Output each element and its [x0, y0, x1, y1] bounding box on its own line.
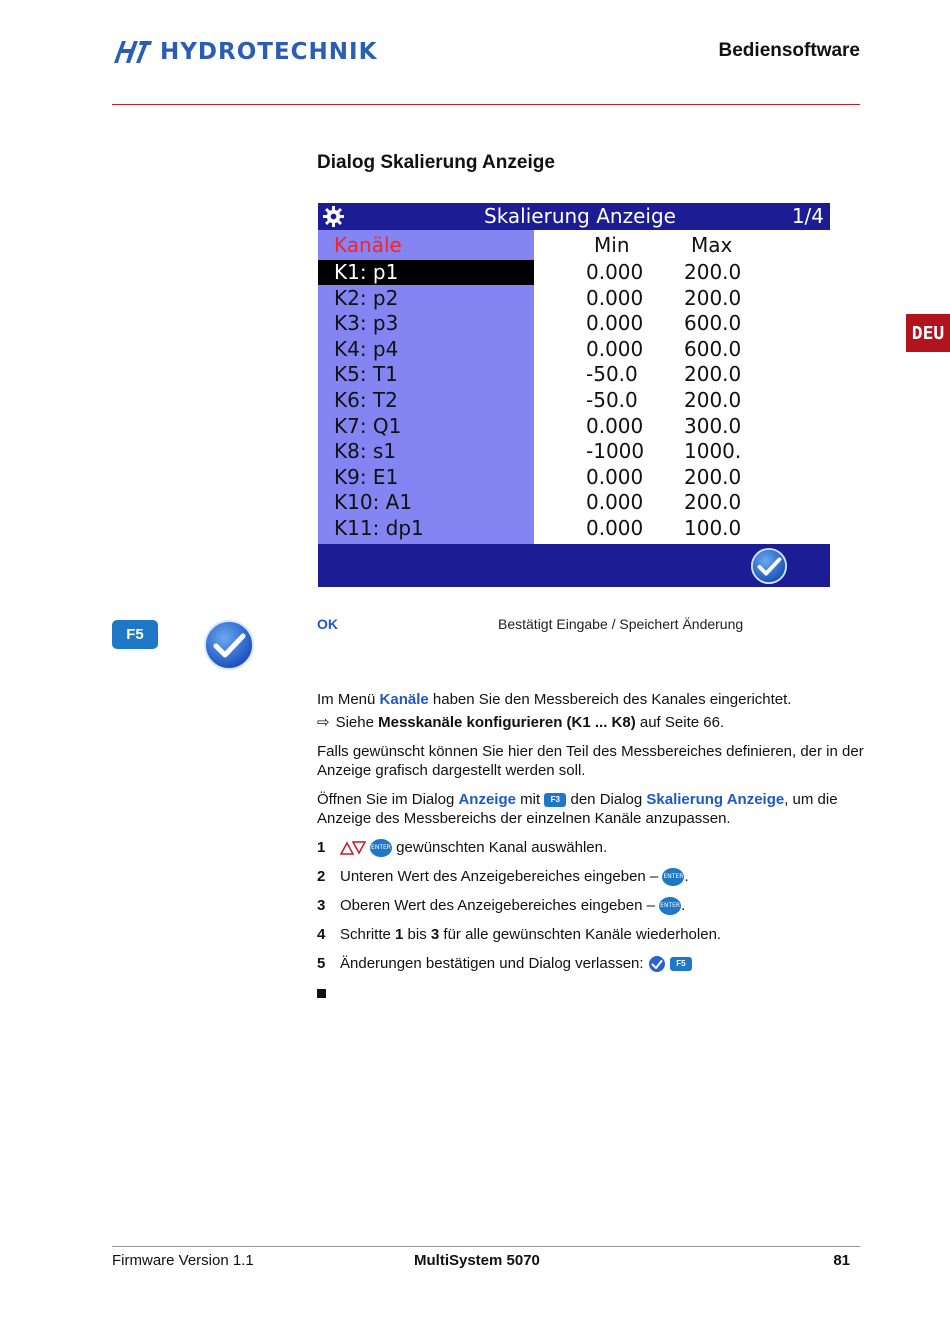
channel-row[interactable] [318, 388, 830, 413]
device-screen [318, 203, 830, 587]
paragraph-crossref: ⇨ Siehe Messkanäle konfigurieren (K1 ... K8) auf Seite 66. [317, 714, 725, 731]
arrow-right-icon: ⇨ [317, 714, 330, 731]
link-kanaele[interactable]: Kanäle [379, 691, 429, 708]
channel-min: 0.000 [586, 311, 644, 336]
channel-min: 0.000 [586, 260, 644, 284]
channel-max: 1000. [684, 439, 742, 464]
language-tab: DEU [906, 314, 950, 352]
channel-name: K6: T2 [334, 388, 398, 412]
channel-name: K8: s1 [334, 439, 397, 464]
enter-key-icon: ENTER [659, 897, 681, 915]
up-down-arrows-icon [340, 841, 366, 855]
channel-min: -1000 [586, 439, 645, 464]
channel-row[interactable] [318, 516, 830, 541]
f5-key-icon: F5 [112, 620, 158, 649]
channel-row[interactable] [318, 465, 830, 490]
channel-name: K3: p3 [334, 311, 399, 336]
channel-row[interactable] [318, 311, 830, 336]
channel-max: 600.0 [684, 311, 742, 336]
crossref-link[interactable]: Messkanäle konfigurieren (K1 ... K8) [378, 714, 636, 731]
channel-max: 200.0 [684, 490, 742, 515]
channel-min: 0.000 [586, 516, 644, 540]
f3-key-icon: F3 [544, 793, 566, 807]
channel-name: K9: E1 [334, 464, 399, 489]
ok-check-icon[interactable] [750, 547, 788, 585]
hydrotechnik-logo-icon [112, 39, 152, 65]
channel-min: -50.0 [586, 388, 638, 412]
step-4: 4 Schritte 1 bis 3 für alle gewünschten Kanäle wiederholen. [317, 926, 722, 943]
screen-page-indicator: 1/4 [791, 204, 824, 228]
step-3: 3 Oberen Wert des Anzeigebereiches eingeben – ENTER. [317, 897, 686, 914]
channel-min: -50.0 [586, 362, 638, 387]
channel-max: 200.0 [684, 362, 742, 387]
ok-description: Bestätigt Eingabe / Speichert Änderung [498, 616, 744, 632]
channel-row[interactable] [318, 337, 830, 362]
channel-name: K10: A1 [334, 490, 413, 515]
channel-row[interactable] [318, 260, 830, 285]
instructions [317, 690, 865, 1003]
gear-icon [321, 205, 346, 228]
channel-name: K5: T1 [334, 362, 398, 387]
screen-title-bar [318, 203, 830, 230]
channel-row[interactable] [318, 490, 830, 515]
brand-logo [112, 38, 377, 66]
screen-softkey-bar [318, 544, 830, 587]
link-anzeige[interactable]: Anzeige [458, 791, 516, 808]
channel-max: 100.0 [684, 516, 742, 540]
paragraph-open-dialog: Öffnen Sie im Dialog Anzeige mit F3 den Dialog Skalierung Anzeige, um die Anzeige des Messbereichs der einzelnen Kanäle anzupassen. [317, 791, 838, 827]
ok-check-icon-small [648, 955, 666, 973]
brand-name: HYDROTECHNIK [160, 39, 378, 65]
channel-min: 0.000 [586, 413, 644, 438]
ok-label: OK [317, 616, 338, 632]
link-skalierung-anzeige[interactable]: Skalierung Anzeige [646, 791, 785, 808]
header-divider [112, 104, 860, 105]
channel-row[interactable] [318, 414, 830, 439]
footer-product: MultiSystem 5070 [414, 1252, 540, 1269]
paragraph-description: Falls gewünscht können Sie hier den Teil des Messbereiches definieren, der in der Anzeige grafisch dargestellt werden soll. [317, 743, 864, 779]
channel-min: 0.000 [586, 490, 644, 515]
channel-max: 200.0 [684, 388, 742, 412]
footer-divider [112, 1246, 860, 1247]
enter-key-icon: ENTER [370, 839, 392, 857]
end-of-section-mark [317, 983, 865, 1003]
channel-max: 600.0 [684, 336, 742, 361]
enter-key-icon: ENTER [662, 868, 684, 886]
step-2: 2 Unteren Wert des Anzeigebereiches eingeben – ENTER. [317, 868, 689, 885]
paragraph-intro: Im Menü Kanäle haben Sie den Messbereich des Kanales eingerichtet. [317, 691, 792, 708]
step-5: 5 Änderungen bestätigen und Dialog verlassen: F5 [317, 954, 865, 983]
channel-name: K7: Q1 [334, 413, 402, 438]
footer-firmware: Firmware Version 1.1 [112, 1252, 254, 1269]
section-header: Bediensoftware [718, 40, 860, 61]
channels-header: Kanäle [334, 233, 402, 257]
channel-name: K1: p1 [334, 260, 399, 284]
channel-max: 200.0 [684, 285, 742, 310]
screen-title: Skalierung Anzeige [484, 204, 676, 228]
channel-row[interactable] [318, 439, 830, 464]
channel-row[interactable] [318, 286, 830, 311]
channel-min: 0.000 [586, 464, 644, 489]
f5-key-icon-small: F5 [670, 957, 692, 971]
max-header: Max [691, 233, 733, 257]
channel-name: K11: dp1 [334, 516, 424, 540]
channel-max: 200.0 [684, 260, 742, 284]
channel-min: 0.000 [586, 285, 644, 310]
step-1: 1 ENTER gewünschten Kanal auswählen. [317, 839, 608, 856]
channel-max: 300.0 [684, 413, 742, 438]
channel-row[interactable] [318, 362, 830, 387]
min-header: Min [594, 233, 630, 257]
channel-min: 0.000 [586, 336, 644, 361]
channel-name: K2: p2 [334, 285, 399, 310]
channel-max: 200.0 [684, 464, 742, 489]
ok-check-icon-large [203, 619, 255, 671]
page-number: 81 [833, 1252, 850, 1269]
page-title: Dialog Skalierung Anzeige [317, 152, 555, 173]
channel-name: K4: p4 [334, 336, 399, 361]
